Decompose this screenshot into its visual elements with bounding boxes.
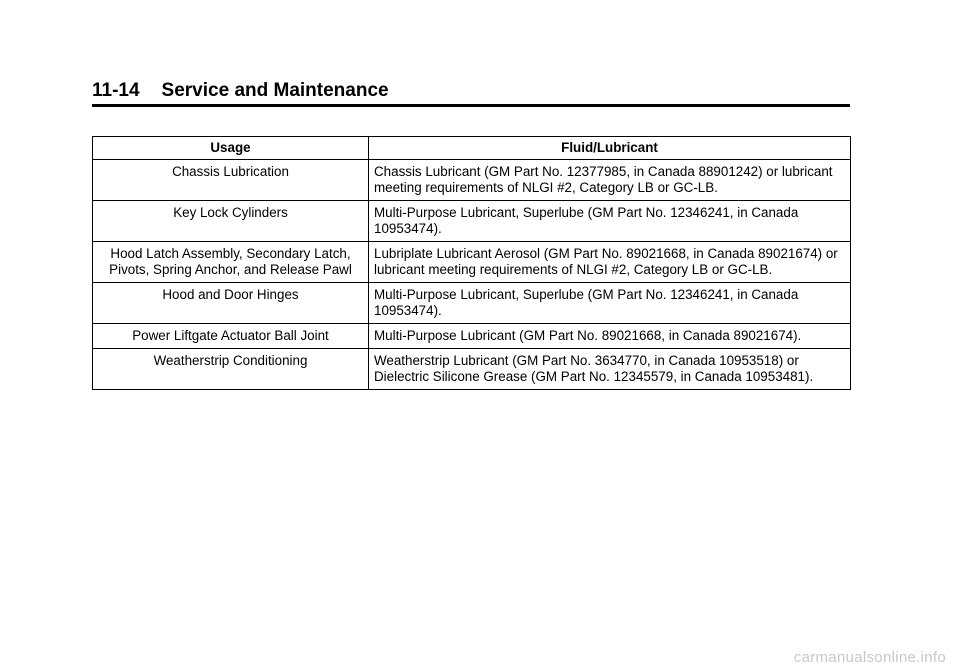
fluid-cell: Weatherstrip Lubricant (GM Part No. 3634770, in Canada 10953518) or Dielectric Silicone Grease (GM Part No. 12345579, in Canada 10953481). [369,349,851,390]
page-header [92,80,850,106]
column-header-usage: Usage [93,137,369,160]
fluid-cell: Multi-Purpose Lubricant (GM Part No. 89021668, in Canada 89021674). [369,324,851,349]
table-row [93,283,851,324]
column-header-fluid: Fluid/Lubricant [369,137,851,160]
usage-cell: Chassis Lubrication [93,160,369,201]
table-row [93,201,851,242]
header-text [92,80,850,102]
table-row [93,160,851,201]
page-number: 11-14 [92,80,140,101]
usage-cell: Power Liftgate Actuator Ball Joint [93,324,369,349]
usage-cell: Weatherstrip Conditioning [93,349,369,390]
fluid-cell: Multi-Purpose Lubricant, Superlube (GM Part No. 12346241, in Canada 10953474). [369,283,851,324]
table-row [93,349,851,390]
fluid-cell: Lubriplate Lubricant Aerosol (GM Part No. 89021668, in Canada 89021674) or lubricant meeting requirements of NLGI #2, Category LB or GC-LB. [369,242,851,283]
header-rule [92,104,850,107]
section-title: Service and Maintenance [161,80,389,101]
lubricant-table [92,136,851,390]
usage-cell: Key Lock Cylinders [93,201,369,242]
table-row [93,242,851,283]
table-row [93,324,851,349]
table-header-row [93,137,851,160]
fluid-cell: Chassis Lubricant (GM Part No. 12377985, in Canada 88901242) or lubricant meeting requirements of NLGI #2, Category LB or GC-LB. [369,160,851,201]
fluid-cell: Multi-Purpose Lubricant, Superlube (GM Part No. 12346241, in Canada 10953474). [369,201,851,242]
usage-cell: Hood and Door Hinges [93,283,369,324]
watermark: carmanualsonline.info [793,649,946,666]
usage-cell: Hood Latch Assembly, Secondary Latch, Pivots, Spring Anchor, and Release Pawl [93,242,369,283]
